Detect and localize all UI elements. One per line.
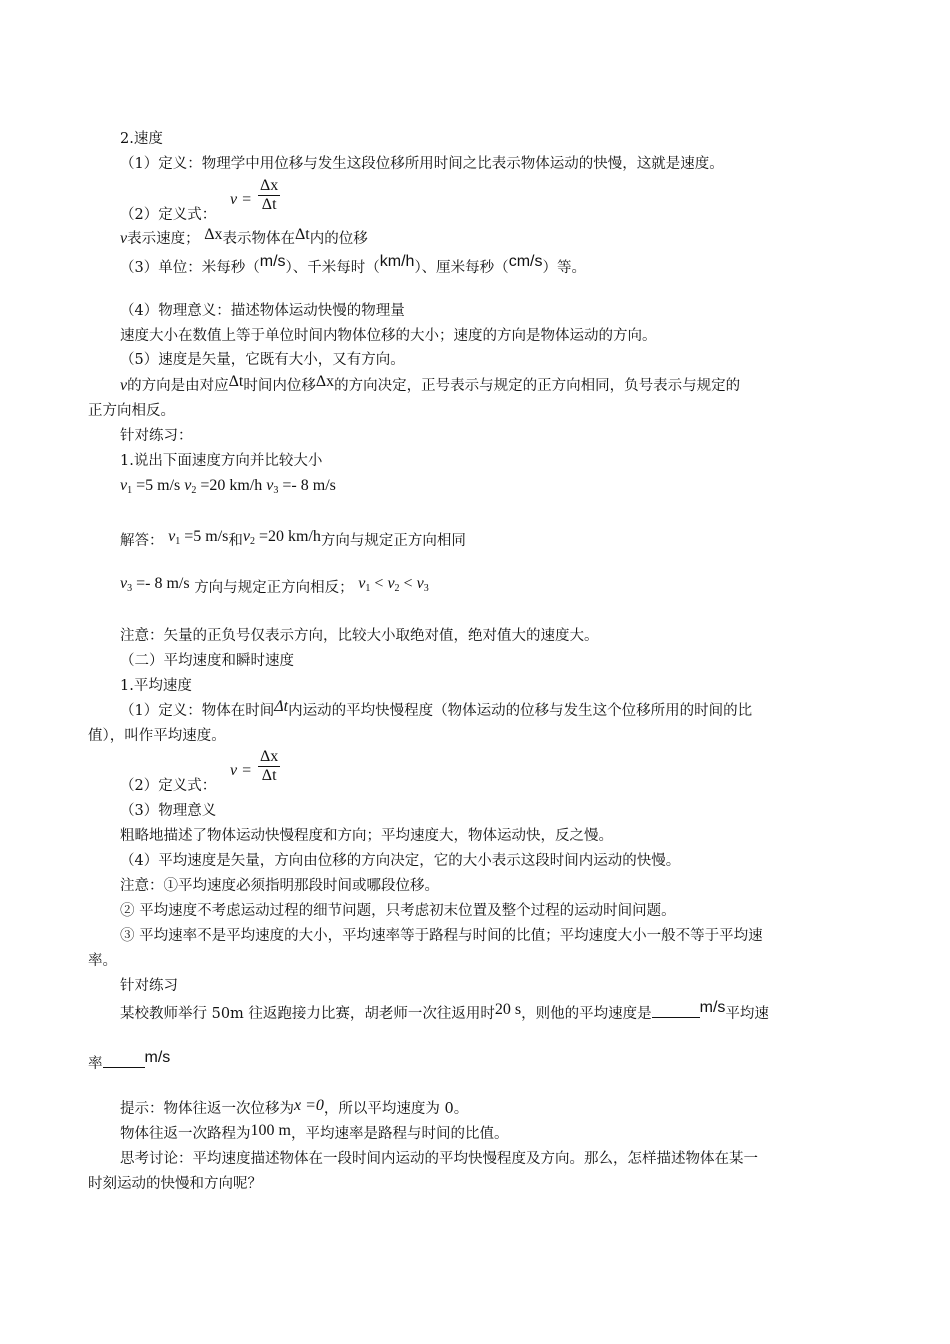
avg-vector: （4）平均速度是矢量，方向由位移的方向决定，它的大小表示这段时间内运动的快慢。: [120, 853, 681, 869]
avg-formula-label: （2）定义式：: [120, 778, 217, 794]
practice-question: 某校教师举行 50m 往返跑接力比赛，胡老师一次往返用时20 s，则他的平均速度是 m/s平均速: [120, 999, 769, 1022]
physical-meaning: （4）物理意义：描述物体运动快慢的物理量: [120, 303, 405, 319]
note-a: 注意：①平均速度必须指明那段时间或哪段位移。: [120, 878, 439, 894]
avg-definition-cont: 值），叫作平均速度。: [88, 728, 226, 744]
formula-label: （2）定义式：: [120, 207, 217, 223]
hint-line: 提示：物体往返一次位移为x =0，所以平均速度为 0。: [120, 1097, 469, 1117]
note-c-cont: 率。: [88, 953, 117, 969]
formula-fraction: $\frac{\Delta x}{\Delta t}$: [260, 177, 279, 213]
average-velocity-heading: 1.平均速度: [120, 678, 192, 694]
avg-definition: （1）定义：物体在时间Δt内运动的平均快慢程度（物体运动的位移与发生这个位移所用的时间的比: [120, 698, 753, 719]
velocities-given: $v_1 =5$ m/s $v_2 =20$ km/h $v_3 =- 8$ m/s: [120, 477, 336, 496]
magnitude-note: 注意：矢量的正负号仅表示方向，比较大小取绝对值，绝对值大的速度大。: [120, 628, 599, 644]
symbol-explanation: v表示速度； Δx表示物体在Δt内的位移: [120, 226, 368, 247]
answer-line-1: 解答： $v_1 =5$ m/s和$v_2 =20$ km/h方向与规定正方向相同: [120, 528, 466, 549]
avg-meaning: 粗略地描述了物体运动快慢程度和方向；平均速度大，物体运动快，反之慢。: [120, 828, 613, 844]
direction-rule: v的方向是由对应Δt时间内位移Δx的方向决定，正号表示与规定的正方向相同，负号表示与规定的: [120, 373, 741, 394]
think-discussion: 思考讨论：平均速度描述物体在一段时间内运动的平均快慢程度及方向。那么，怎样描述物体在某一: [120, 1151, 758, 1167]
practice-question-cont: 率 m/s: [88, 1049, 171, 1072]
answer-blank-velocity[interactable]: [652, 1003, 700, 1018]
section-heading-speed: 2.速度: [120, 131, 163, 147]
formula-lhs: v =: [230, 191, 252, 208]
vector-note: （5）速度是矢量，它既有大小，又有方向。: [120, 352, 405, 368]
section-2-heading: （二）平均速度和瞬时速度: [120, 653, 294, 669]
question-1: 1.说出下面速度方向并比较大小: [120, 453, 323, 469]
answer-blank-speed[interactable]: [103, 1053, 145, 1068]
path-line: 物体往返一次路程为100 m，平均速率是路程与时间的比值。: [120, 1122, 509, 1142]
practice-heading-2: 针对练习: [120, 978, 178, 994]
speed-definition: （1）定义：物理学中用位移与发生这段位移所用时间之比表示物体运动的快慢，这就是速度。: [120, 156, 724, 172]
direction-rule-cont: 正方向相反。: [88, 403, 175, 419]
practice-heading: 针对练习：: [120, 428, 193, 444]
avg-formula-fraction: $\frac{\Delta x}{\Delta t}$: [260, 748, 279, 784]
answer-line-2: $v_3 =- 8$ m/s 方向与规定正方向相反； $v_1 < v_2 < v_3$: [120, 575, 429, 596]
speed-units: （3）单位：米每秒（m/s）、千米每时（km/h）、厘米每秒（cm/s）等。: [120, 253, 586, 276]
note-b: ② 平均速度不考虑运动过程的细节问题，只考虑初末位置及整个过程的运动时间问题。: [120, 903, 676, 919]
avg-meaning-heading: （3）物理意义: [120, 803, 217, 819]
magnitude-direction: 速度大小在数值上等于单位时间内物体位移的大小；速度的方向是物体运动的方向。: [120, 328, 657, 344]
think-discussion-cont: 时刻运动的快慢和方向呢？: [88, 1176, 262, 1192]
note-c: ③ 平均速率不是平均速度的大小，平均速率等于路程与时间的比值；平均速度大小一般不等于平均速: [120, 928, 763, 944]
